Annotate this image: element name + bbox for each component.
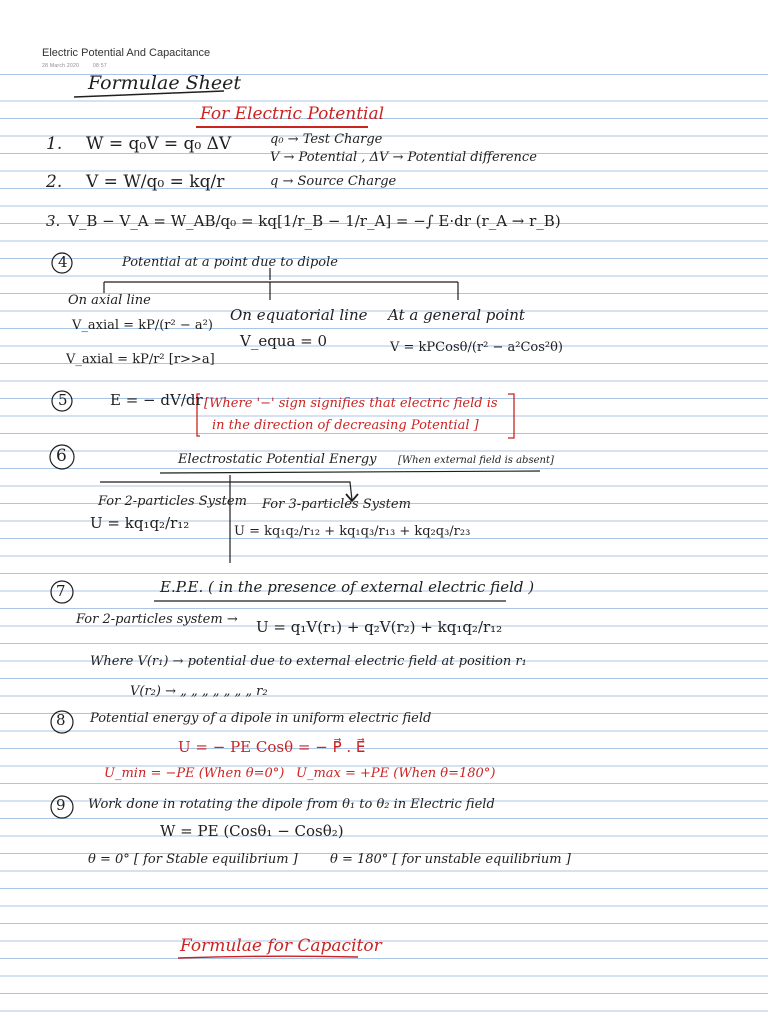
three-particles-label: For 3-particles System <box>262 497 411 512</box>
two-particles-label: For 2-particles System <box>98 494 247 509</box>
formula-3-number: 3. <box>46 212 61 230</box>
equatorial-label: On equatorial line <box>230 306 368 324</box>
epe-heading-note: [When external field is absent] <box>398 455 554 466</box>
axial-label: On axial line <box>68 293 151 308</box>
umax-formula: U_max = +PE (When θ=180°) <box>296 766 496 781</box>
document-date: 28 March 2020 <box>42 63 80 69</box>
formula-3: V_B − V_A = W_AB/q₀ = kq[1/r_B − 1/r_A] = −∫ E·dr (r_A → r_B) <box>68 212 561 230</box>
axial-formula: V_axial = kP/(r² − a²) <box>72 318 213 333</box>
formula-4-number: 4 <box>58 253 68 271</box>
test-charge-note: q₀ → Test Charge <box>270 132 383 147</box>
equatorial-formula: V_equa = 0 <box>240 332 328 350</box>
formula-1-number: 1. <box>46 134 63 154</box>
three-particles-formula: U = kq₁q₂/r₁₂ + kq₁q₃/r₁₃ + kq₂q₃/r₂₃ <box>234 524 471 539</box>
formula-9-number: 9 <box>56 796 66 814</box>
source-charge-note: q → Source Charge <box>270 174 397 189</box>
dipole-heading: Potential at a point due to dipole <box>122 255 338 270</box>
formula-2-number: 2. <box>46 172 63 192</box>
document-time: 08:57 <box>92 63 107 69</box>
formula-2: V = W/q₀ = kq/r <box>86 172 225 192</box>
potential-note: V → Potential , ΔV → Potential difference <box>270 150 537 165</box>
sign-note-line-1: [Where '−' sign signifies that electric field is <box>204 396 498 411</box>
work-done-formula: W = PE (Cosθ₁ − Cosθ₂) <box>160 822 344 840</box>
general-label: At a general point <box>388 306 525 324</box>
stable-equilibrium: θ = 0° [ for Stable equilibrium ] <box>88 852 298 867</box>
epe-two-particles-label: For 2-particles system → <box>76 612 238 627</box>
formula-5: E = − dV/dr <box>110 391 203 409</box>
section-electric-potential: For Electric Potential <box>200 104 385 124</box>
document-title: Electric Potential And Capacitance <box>42 47 211 59</box>
sign-note-line-2: in the direction of decreasing Potential ] <box>212 418 479 433</box>
epe-heading: Electrostatic Potential Energy <box>178 452 377 467</box>
general-formula: V = kPCosθ/(r² − a²Cos²θ) <box>390 340 563 355</box>
formula-6-number: 6 <box>56 446 67 466</box>
sheet-title: Formulae Sheet <box>88 72 241 94</box>
where-line-2: V(r₂) → „ „ „ „ „ „ „ r₂ <box>130 684 268 699</box>
formula-5-number: 5 <box>58 391 68 409</box>
two-particles-formula: U = kq₁q₂/r₁₂ <box>90 514 190 532</box>
epe-external-heading: E.P.E. ( in the presence of external electric field ) <box>160 578 535 596</box>
where-line-1: Where V(r₁) → potential due to external electric field at position r₁ <box>90 654 527 669</box>
section-capacitor: Formulae for Capacitor <box>180 936 382 956</box>
unstable-equilibrium: θ = 180° [ for unstable equilibrium ] <box>330 852 571 867</box>
umin-formula: U_min = −PE (When θ=0°) <box>104 766 285 781</box>
formula-7-number: 7 <box>56 582 66 600</box>
work-done-text: Work done in rotating the dipole from θ₁ to θ₂ in Electric field <box>88 797 495 812</box>
dipole-energy-formula: U = − PE Cosθ = − P⃗ . E⃗ <box>178 738 366 756</box>
epe-two-particles-formula: U = q₁V(r₁) + q₂V(r₂) + kq₁q₂/r₁₂ <box>256 618 503 636</box>
dipole-energy-text: Potential energy of a dipole in uniform electric field <box>90 711 432 726</box>
section-underline <box>196 126 368 128</box>
axial-approx-formula: V_axial = kP/r² [r>>a] <box>66 352 215 367</box>
formula-8-number: 8 <box>56 711 66 729</box>
formula-1: W = q₀V = q₀ ΔV <box>86 134 232 154</box>
